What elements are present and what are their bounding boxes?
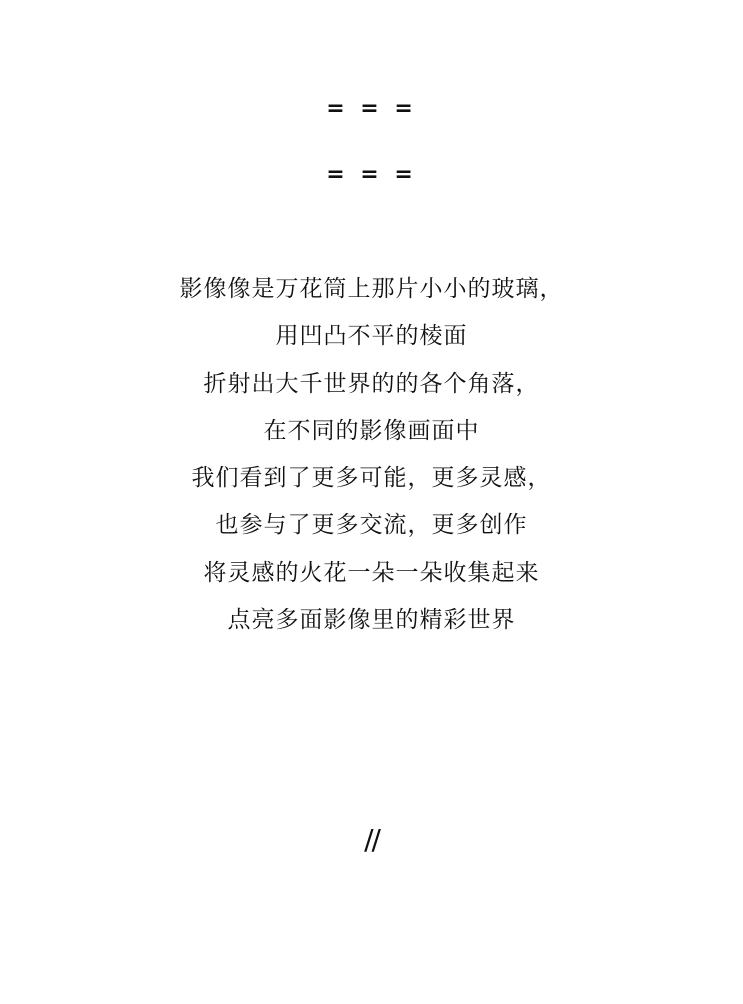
divider-mark-second: = = = bbox=[326, 162, 417, 187]
poem-text-block bbox=[0, 266, 743, 644]
poem-line: 在不同的影像画面中 bbox=[263, 417, 480, 444]
poem-line: 也参与了更多交流，更多创作 bbox=[215, 512, 528, 539]
poem-line: 影像像是万花筒上那片小小的玻璃， bbox=[179, 276, 564, 302]
poem-line: 将灵感的火花一朵一朵收集起来 bbox=[203, 559, 540, 586]
poem-line: 用凹凸不平的棱面 bbox=[275, 323, 468, 350]
poem-line: 我们看到了更多可能，更多灵感， bbox=[191, 465, 552, 492]
end-mark: // bbox=[364, 823, 379, 856]
divider-mark-top: = = = bbox=[326, 96, 417, 121]
poem-line: 点亮多面影像里的精彩世界 bbox=[227, 607, 516, 634]
poem-line: 折射出大千世界的的各个角落， bbox=[203, 370, 540, 397]
